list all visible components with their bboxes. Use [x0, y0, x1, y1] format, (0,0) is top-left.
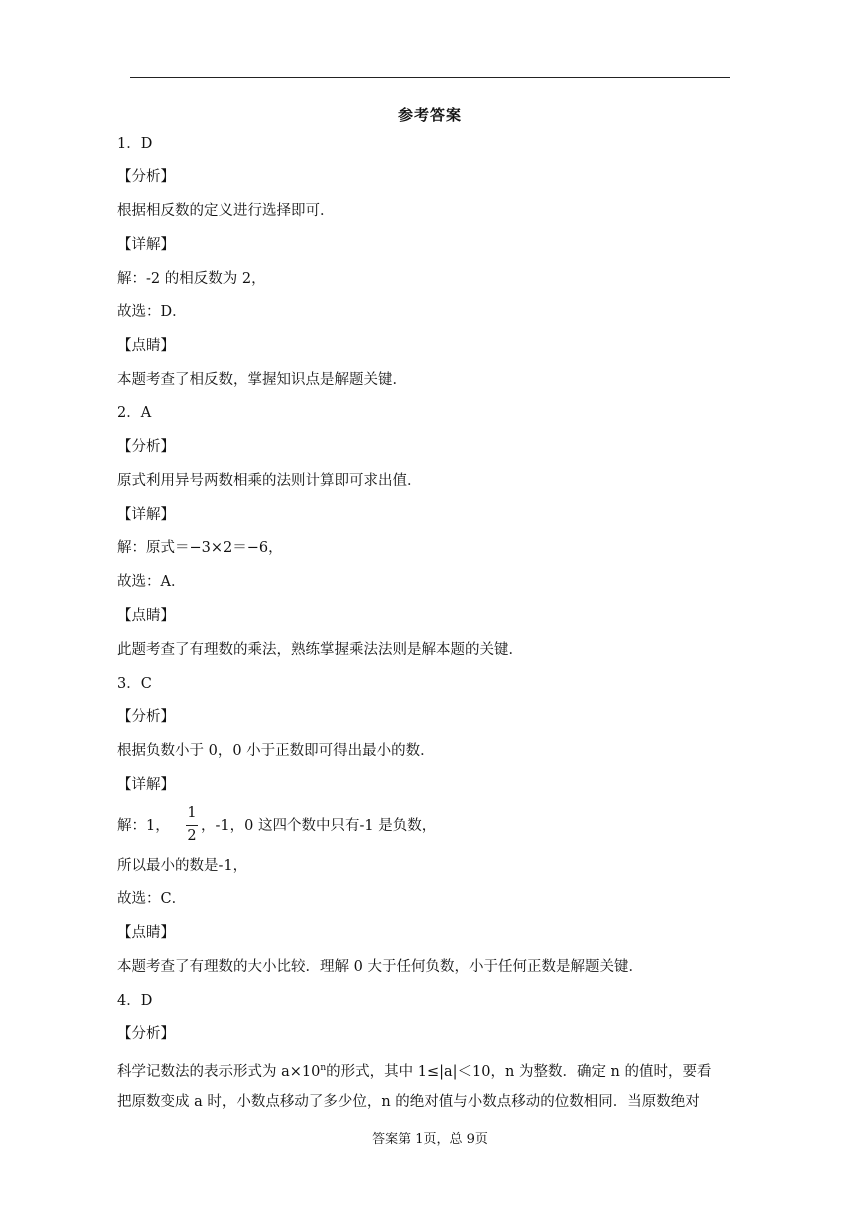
- q3-detail-1-pre: 解：1，: [117, 818, 170, 834]
- q1-analysis: 根据相反数的定义进行选择即可．: [117, 203, 335, 219]
- q3-detail-3: 故选：C．: [117, 891, 187, 907]
- q4-analysis-label: 【分析】: [117, 1026, 175, 1042]
- q4-analysis-1: [117, 1058, 712, 1082]
- q3-comment: 本题考查了有理数的大小比较．理解 0 大于任何负数，小于任何正数是解题关键．: [117, 959, 643, 975]
- q4-analysis-2: 把原数变成 a 时，小数点移动了多少位，n 的绝对值与小数点移动的位数相同．当原数绝对: [117, 1094, 700, 1110]
- q4-answer: 4．D: [117, 993, 153, 1009]
- page-title: 参考答案: [397, 106, 462, 124]
- fraction-bar: [186, 825, 198, 826]
- q3-answer: 3．C: [117, 676, 152, 692]
- q1-detail-1: 解：-2 的相反数为 2，: [117, 271, 266, 287]
- q1-detail-label: 【详解】: [117, 237, 175, 253]
- page-footer: 答案第 1页，总 9页: [372, 1132, 488, 1147]
- q1-comment: 本题考查了相反数，掌握知识点是解题关键．: [117, 372, 407, 388]
- header-rule: [130, 77, 730, 78]
- exponent-n: n: [320, 1063, 327, 1073]
- q3-analysis-label: 【分析】: [117, 709, 175, 725]
- q2-answer: 2．A: [117, 405, 152, 421]
- q2-detail-1: 解：原式＝−3×2＝−6，: [117, 540, 283, 556]
- q1-analysis-label: 【分析】: [117, 169, 175, 185]
- fraction-denominator: 2: [187, 828, 197, 844]
- q3-analysis: 根据负数小于 0，0 小于正数即可得出最小的数．: [117, 743, 435, 759]
- q1-comment-label: 【点睛】: [117, 338, 175, 354]
- q2-comment-label: 【点睛】: [117, 608, 175, 624]
- q4-analysis-1-pre: 科学记数法的表示形式为 a×10: [117, 1064, 321, 1080]
- q2-comment: 此题考查了有理数的乘法，熟练掌握乘法法则是解本题的关键．: [117, 642, 523, 658]
- q3-detail-label: 【详解】: [117, 777, 175, 793]
- q2-detail-2: 故选：A．: [117, 574, 186, 590]
- q2-analysis: 原式利用异号两数相乘的法则计算即可求出值．: [117, 473, 422, 489]
- q3-detail-2: 所以最小的数是-1，: [117, 858, 248, 874]
- fraction-numerator: 1: [187, 805, 197, 821]
- q4-analysis-1-post: 的形式，其中 1≤|a|＜10，n 为整数．确定 n 的值时，要看: [326, 1064, 712, 1080]
- q1-detail-2: 故选：D．: [117, 304, 187, 320]
- q2-analysis-label: 【分析】: [117, 439, 175, 455]
- q3-comment-label: 【点睛】: [117, 925, 175, 941]
- q3-detail-1-post: ，-1，0 这四个数中只有-1 是负数，: [201, 818, 437, 834]
- q2-detail-label: 【详解】: [117, 507, 175, 523]
- q1-answer: 1．D: [117, 136, 153, 152]
